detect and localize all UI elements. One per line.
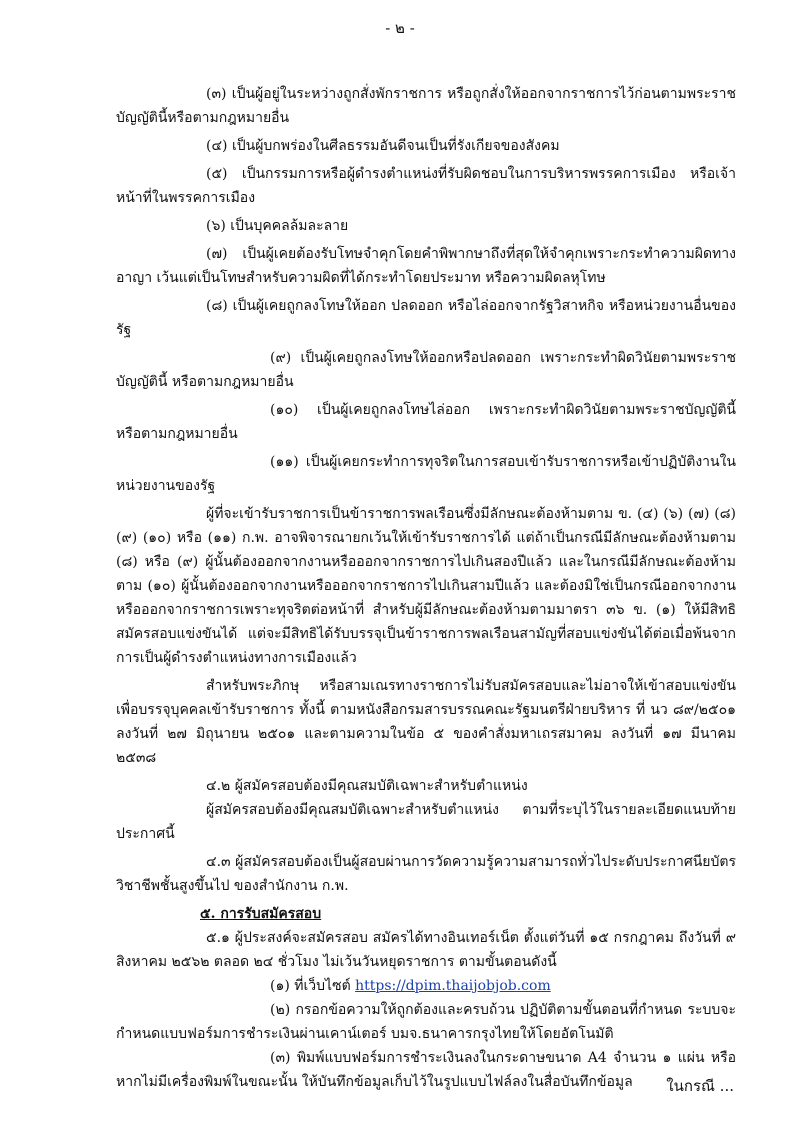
continuation-note: ในกรณี ... <box>666 1077 734 1095</box>
step-2: (๒) กรอกข้อความให้ถูกต้องและครบถ้วน ปฏิบัติตามขั้นตอนที่กำหนด ระบบจะกำหนดแบบฟอร์มการชำระเงินผ่านเคาน์เตอร์ บมจ.ธนาคารกรุงไทยให้โดยอัตโนมัติ <box>116 1002 736 1042</box>
section-5-heading: ๕. การรับสมัครสอบ <box>200 906 322 922</box>
step-3: (๓) พิมพ์แบบฟอร์มการชำระเงินลงในกระดาษขนาด A4 จำนวน ๑ แผ่น หรือหากไม่มีเครื่องพิมพ์ในขณะนั้น ให้บันทึกข้อมูลเก็บไว้ในรูปแบบไฟล์ลงในสื่อบันทึกข้อมูล <box>116 1050 736 1090</box>
clause-10: (๑๐) เป็นผู้เคยถูกลงโทษไล่ออก เพราะกระทำผิดวินัยตามพระราชบัญญัตินี้ หรือตามกฎหมายอื่น <box>116 402 736 442</box>
clause-7: (๗) เป็นผู้เคยต้องรับโทษจำคุกโดยคำพิพากษาถึงที่สุดให้จำคุกเพราะกระทำความผิดทางอาญา เว้นแต่เป็นโทษสำหรับความผิดที่ได้กระทำโดยประมาท หรือความผิดลหุโทษ <box>116 246 736 286</box>
section-5-1: ๕.๑ ผู้ประสงค์จะสมัครสอบ สมัครได้ทางอินเทอร์เน็ต ตั้งแต่วันที่ ๑๕ กรกฎาคม ถึงวันที่ ๙ สิงหาคม ๒๕๖๒ ตลอด ๒๔ ชั่วโมง ไม่เว้นวันหยุดราชการ ตามขั้นตอนดังนี้ <box>116 930 736 970</box>
section-4-2-body: ผู้สมัครสอบต้องมีคุณสมบัติเฉพาะสำหรับตำแหน่ง ตามที่ระบุไว้ในรายละเอียดแนบท้ายประกาศนี้ <box>116 802 736 842</box>
step-1-label: (๑) ที่เว็บไซต์ <box>270 978 356 994</box>
clause-3: (๓) เป็นผู้อยู่ในระหว่างถูกสั่งพักราชการ หรือถูกสั่งให้ออกจากราชการไว้ก่อนตามพระราชบัญญัตินี้หรือตามกฎหมายอื่น <box>116 86 736 126</box>
clause-8: (๘) เป็นผู้เคยถูกลงโทษให้ออก ปลดออก หรือไล่ออกจากรัฐวิสาหกิจ หรือหน่วยงานอื่นของรัฐ <box>116 298 736 338</box>
clause-4: (๔) เป็นผู้บกพร่องในศีลธรรมอันดีจนเป็นที่รังเกียจของสังคม <box>206 138 560 154</box>
document-body <box>116 82 736 1094</box>
section-4-2-title: ๔.๒ ผู้สมัครสอบต้องมีคุณสมบัติเฉพาะสำหรับตำแหน่ง <box>206 778 528 794</box>
exemption-paragraph: ผู้ที่จะเข้ารับราชการเป็นข้าราชการพลเรือนซึ่งมีลักษณะต้องห้ามตาม ข. (๔) (๖) (๗) (๘) (๙) (๑๐) หรือ (๑๑) ก.พ. อาจพิจารณายกเว้นให้เข้ารับราชการได้ แต่ถ้าเป็นกรณีมีลักษณะต้องห้ามตาม (๘) หรือ (๙) ผู้นั้นต้องออกจากงานหรือออกจากราชการไปเกินสองปีแล้ว และในกรณีมีลักษณะต้องห้ามตาม (๑๐) ผู้นั้นต้องออกจากงานหรือออกจากราชการไปเกินสามปีแล้ว และต้องมิใช่เป็นกรณีออกจากงานหรือออกจากราชการเพราะทุจริตต่อหน้าที่ สำหรับผู้มีลักษณะต้องห้ามตามมาตรา ๓๖ ข. (๑) ให้มีสิทธิสมัครสอบแข่งขันได้ แต่จะมีสิทธิได้รับบรรจุเป็นข้าราชการพลเรือนสามัญที่สอบแข่งขันได้ต่อเมื่อพ้นจากการเป็นผู้ดำรงตำแหน่งทางการเมืองแล้ว <box>116 506 736 666</box>
clause-11: (๑๑) เป็นผู้เคยกระทำการทุจริตในการสอบเข้ารับราชการหรือเข้าปฏิบัติงานในหน่วยงานของรัฐ <box>116 454 736 494</box>
clause-5: (๕) เป็นกรรมการหรือผู้ดำรงตำแหน่งที่รับผิดชอบในการบริหารพรรคการเมือง หรือเจ้าหน้าที่ในพรรคการเมือง <box>116 166 736 206</box>
section-4-3: ๔.๓ ผู้สมัครสอบต้องเป็นผู้สอบผ่านการวัดความรู้ความสามารถทั่วไประดับประกาศนียบัตรวิชาชีพชั้นสูงขึ้นไป ของสำนักงาน ก.พ. <box>116 854 736 894</box>
step-1 <box>116 974 736 998</box>
monk-paragraph: สำหรับพระภิกษุ หรือสามเณรทางราชการไม่รับสมัครสอบและไม่อาจให้เข้าสอบแข่งขันเพื่อบรรจุบุคคลเข้ารับราชการ ทั้งนี้ ตามหนังสือกรมสารบรรณคณะรัฐมนตรีฝ่ายบริหาร ที่ นว ๘๙/๒๕๐๑ ลงวันที่ ๒๗ มิถุนายน ๒๕๐๑ และตามความในข้อ ๕ ของคำสั่งมหาเถรสมาคม ลงวันที่ ๑๗ มีนาคม ๒๕๓๘ <box>116 678 736 766</box>
registration-website-link[interactable]: https://dpim.thaijobjob.com <box>355 978 551 994</box>
clause-6: (๖) เป็นบุคคลล้มละลาย <box>206 218 349 234</box>
page-number: - ๒ - <box>385 19 415 37</box>
clause-9: (๙) เป็นผู้เคยถูกลงโทษให้ออกหรือปลดออก เพราะกระทำผิดวินัยตามพระราชบัญญัตินี้ หรือตามกฎหมายอื่น <box>116 350 736 390</box>
